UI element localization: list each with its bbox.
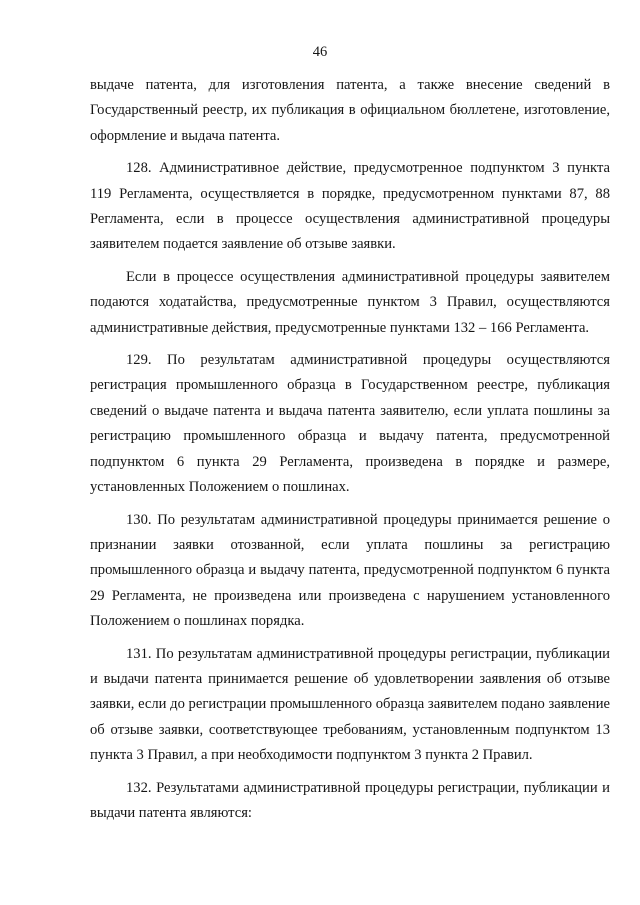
paragraph-continuation: выдаче патента, для изготовления патента, а также внесение сведений в Государственный реестр, их публикация в официальном бюллетене, изготовление, оформление и выдача патента. (90, 77, 610, 144)
paragraph-128: 128. Административное действие, предусмотренное подпунктом 3 пункта 119 Регламента, осуществляется в порядке, предусмотренном пунктами 87, 88 Регламента, если в процессе осуществления административной процедуры заявителем подается заявление об отзыве заявки. (90, 160, 610, 253)
paragraph-129: 129. По результатам административной процедуры осуществляются регистрация промышленного образца в Государственном реестре, публикация сведений о выдаче патента и выдача патента заявителю, если уплата пошлины за регистрацию промышленного образца и выдачу патента, предусмотренной подпунктом 6 пункта 29 Регламента, произведена в порядке и размере, установленных Положением о пошлинах. (90, 352, 610, 496)
paragraph-132: 132. Результатами административной процедуры регистрации, публикации и выдачи патента являются: (90, 779, 610, 821)
paragraph-128-ext: Если в процессе осуществления административной процедуры заявителем подаются ходатайства, предусмотренные пунктом 3 Правил, осуществляются административные действия, предусмотренные пунктами 132 – 166 Регламента. (90, 268, 610, 336)
paragraph-131: 131. По результатам административной процедуры регистрации, публикации и выдачи патента принимается решение об удовлетворении заявления об отзыве заявки, если до регистрации промышленного образца заявителем подано заявление об отзыве заявки, соответствующее требованиям, установленным подпунктом 13 пункта 3 Правил, а при необходимости подпунктом 3 пункта 2 Правил. (90, 645, 610, 764)
page-number: 46 (312, 44, 328, 60)
document-body (90, 73, 610, 833)
paragraph-130: 130. По результатам административной процедуры принимается решение о признании заявки отозванной, если уплата пошлины за регистрацию промышленного образца и выдачу патента, предусмотренной подпунктом 6 пункта 29 Регламента, не произведена или произведена с нарушением установленного Положением о пошлинах порядка. (90, 511, 610, 630)
